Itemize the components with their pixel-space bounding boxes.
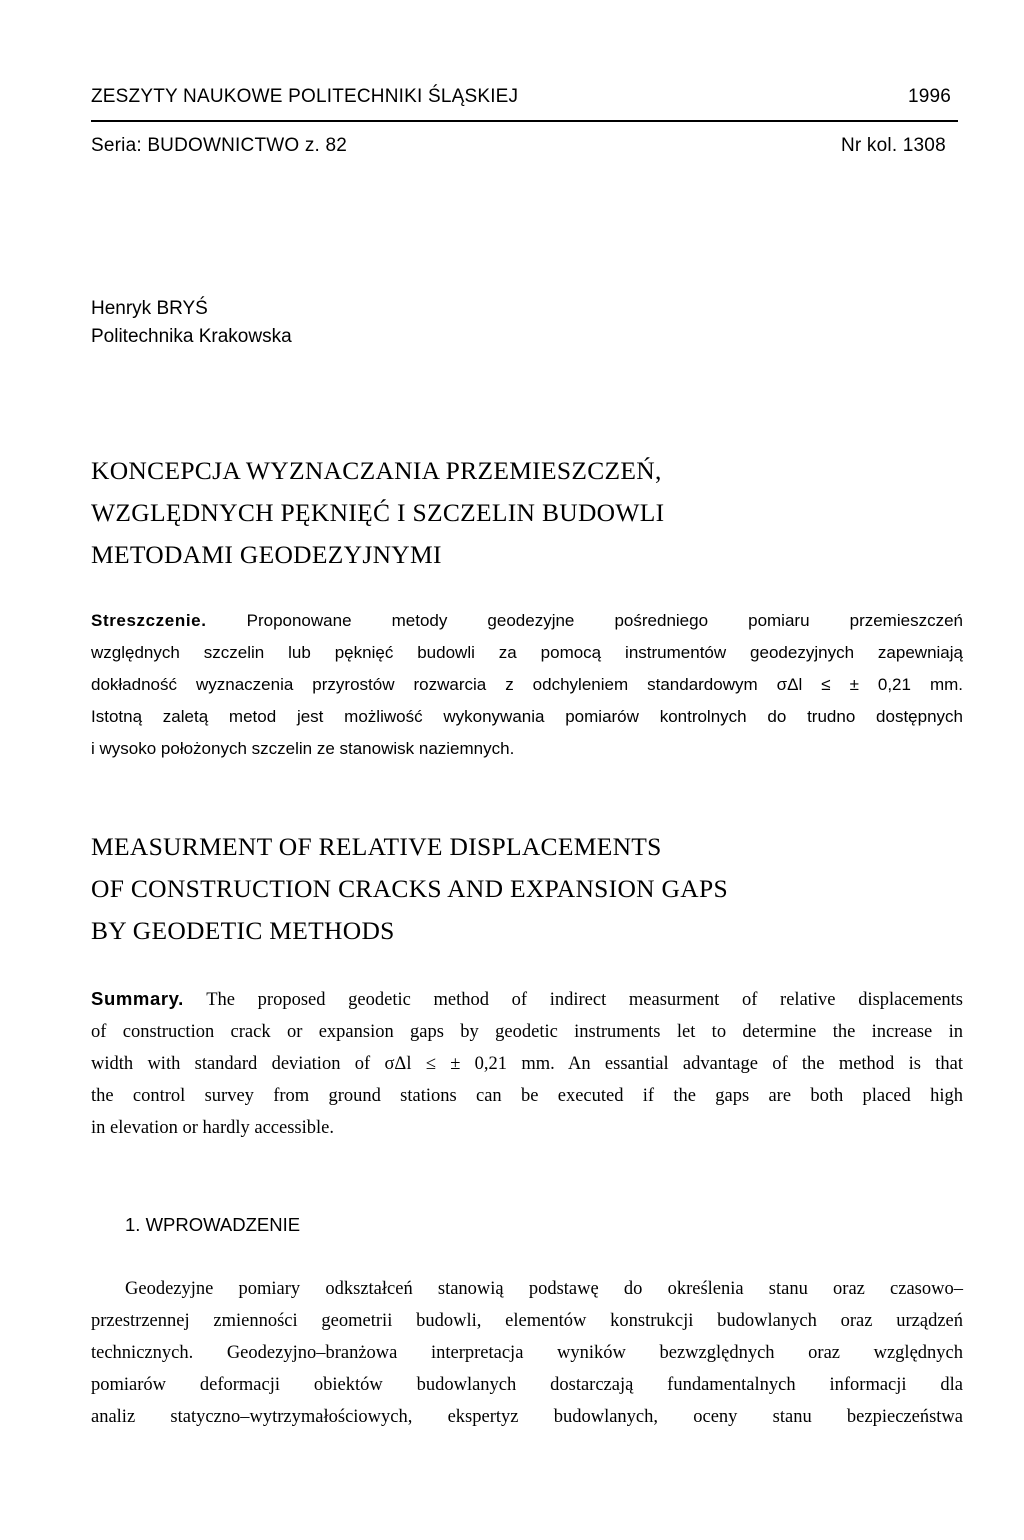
summary-line: width with standard deviation of σΔl ≤ ± 0,21 mm. An essantial advantage of the method is that	[91, 1054, 963, 1074]
summary-english	[91, 983, 963, 1144]
author-name: Henryk BRYŚ	[91, 298, 208, 319]
title-line: METODAMI GEODEZYJNYMI	[91, 540, 442, 569]
title-line: MEASURMENT OF RELATIVE DISPLACEMENTS	[91, 832, 662, 861]
series-label: Seria: BUDOWNICTWO z. 82	[91, 135, 348, 156]
summary-line: Summary. The proposed geodetic method of indirect measurment of relative displacements	[91, 988, 963, 1010]
author-affiliation: Politechnika Krakowska	[91, 326, 292, 347]
abstract-line: dokładność wyznaczenia przyrostów rozwarcia z odchyleniem standardowym σΔl ≤ ± 0,21 mm.	[91, 675, 963, 694]
journal-year: 1996	[908, 86, 952, 107]
title-line: KONCEPCJA WYZNACZANIA PRZEMIESZCZEŃ,	[91, 456, 662, 485]
title-english	[91, 826, 971, 952]
abstract-line: i wysoko położonych szczelin ze stanowisk naziemnych.	[91, 739, 515, 758]
summary-label: Summary.	[91, 988, 184, 1009]
abstract-line: Istotną zaletą metod jest możliwość wykonywania pomiarów kontrolnych do trudno dostępnych	[91, 707, 963, 726]
summary-line: the control survey from ground stations can be executed if the gaps are both placed high	[91, 1086, 963, 1106]
issue-number: Nr kol. 1308	[841, 135, 946, 156]
summary-line: in elevation or hardly accessible.	[91, 1118, 334, 1138]
abstract-polish	[91, 605, 963, 765]
section-body	[91, 1273, 963, 1433]
journal-name: ZESZYTY NAUKOWE POLITECHNIKI ŚLĄSKIEJ	[91, 86, 519, 107]
title-line: WZGLĘDNYCH PĘKNIĘĆ I SZCZELIN BUDOWLI	[91, 498, 665, 527]
title-polish	[91, 450, 971, 576]
body-line: pomiarów deformacji obiektów budowlanych dostarczają fundamentalnych informacji dla	[91, 1375, 963, 1395]
abstract-label: Streszczenie.	[91, 611, 207, 630]
title-line: BY GEODETIC METHODS	[91, 916, 395, 945]
section-heading: 1. WPROWADZENIE	[125, 1214, 301, 1235]
abstract-line: względnych szczelin lub pęknięć budowli za pomocą instrumentów geodezyjnych zapewniają	[91, 643, 963, 662]
header-rule	[91, 120, 958, 122]
body-line: analiz statyczno–wytrzymałościowych, ekspertyz budowlanych, oceny stanu bezpieczeństwa	[91, 1407, 963, 1427]
body-line: technicznych. Geodezyjno–branżowa interpretacja wyników bezwzględnych oraz względnych	[91, 1343, 963, 1363]
abstract-line: Streszczenie. Proponowane metody geodezyjne pośredniego pomiaru przemieszczeń	[91, 611, 963, 630]
body-line: przestrzennej zmienności geometrii budowli, elementów konstrukcji budowlanych oraz urządzeń	[91, 1311, 963, 1331]
title-line: OF CONSTRUCTION CRACKS AND EXPANSION GAPS	[91, 874, 728, 903]
body-line: Geodezyjne pomiary odkształceń stanowią podstawę do określenia stanu oraz czasowo–	[125, 1279, 963, 1299]
summary-line: of construction crack or expansion gaps by geodetic instruments let to determine the increase in	[91, 1022, 963, 1042]
